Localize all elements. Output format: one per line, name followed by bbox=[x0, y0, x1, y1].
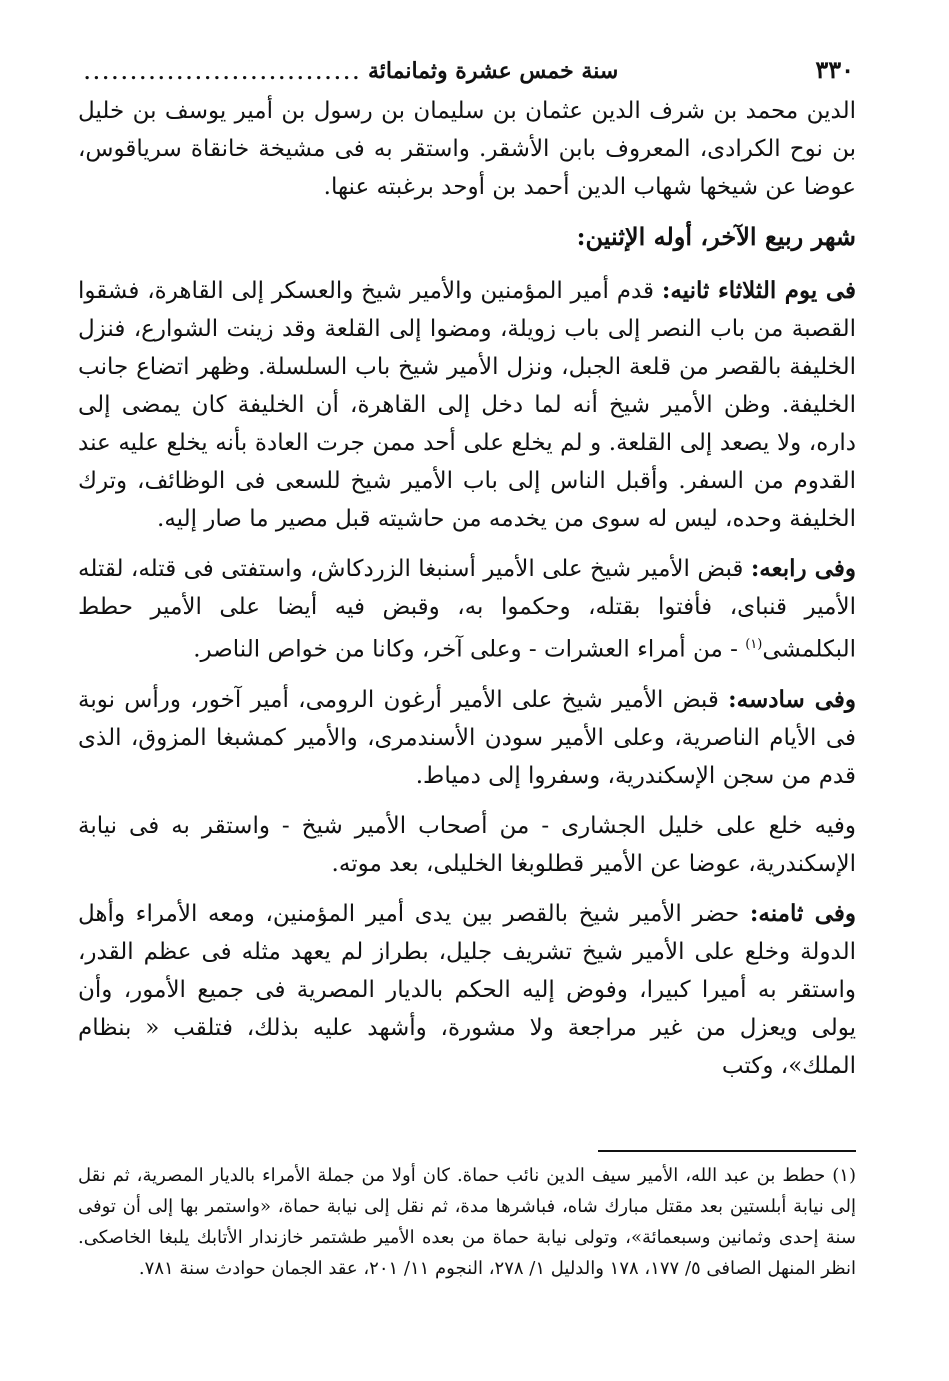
running-title: سنة خمس عشرة وثمانمائة bbox=[368, 58, 619, 84]
footnote-divider bbox=[598, 1150, 856, 1152]
footnote-marker: (١) bbox=[745, 637, 763, 652]
paragraph-2 bbox=[78, 272, 856, 538]
paragraph-6-text: حضر الأمير شيخ بالقصر بين يدى أمير المؤمنين، ومعه الأمراء وأهل الدولة وخلع على الأمير شيخ تشريف جليل، بطراز لم يعهد مثله فى عظم القدر، واستقر به أميرا كبيرا، وفوض إليه الحكم بالديار المصرية فى جميع الأمور، وأن يولى ويعزل من غير مراجعة ولا مشورة، وأشهد عليه بذلك، فتلقب « بنظام الملك»، وكتب bbox=[78, 900, 856, 1079]
paragraph-3-lead: وفى رابعه: bbox=[750, 555, 856, 582]
paragraph-4-lead: وفى سادسه: bbox=[728, 685, 856, 713]
paragraph-3 bbox=[78, 550, 856, 669]
footnote: (١) حطط بن عبد الله، الأمير سيف الدين نائب حماة. كان أولا من جملة الأمراء بالديار المصرية، ثم نقل إلى نيابة أبلستين بعد مقتل مبارك شاه، فباشرها مدة، ثم نقل إلى نيابة حماة، «واستمر بها إلى أن توفى سنة إحدى وثمانين وسبعمائة»، وتولى نيابة حماة من بعده الأمير طشتمر خازندار الأتابك يلبغا الخاصكى. انظر المنهل الصافى ٥/ ١٧٧، ١٧٨ والدليل ١/ ٢٧٨، النجوم ١١/ ٢٠١، عقد الجمان حوادث سنة ٧٨١. bbox=[78, 1165, 856, 1279]
paragraph-4 bbox=[78, 681, 856, 795]
month-heading: شهر ربيع الآخر، أوله الإثنين: bbox=[576, 222, 856, 251]
paragraph-2-text: قدم أمير المؤمنين والأمير شيخ والعسكر إلى القاهرة، فشقوا القصبة من باب النصر إلى باب زويلة، ومضوا إلى القلعة وقد زينت الشوارع، فنزل الخليفة بالقصر من قلعة الجبل، ونزل الأمير شيخ باب السلسلة. وظهر اتضاع جانب الخليفة. وظن الأمير شيخ أنه لما دخل إلى القاهرة، أن الخليفة كان يمضى إلى داره، ولا يصعد إلى القلعة. و لم يخلع على أحد ممن جرت العادة بأنه يخلع عليه عند القدوم من السفر. وأقبل الناس إلى باب الأمير شيخ للسعى فى الوظائف، وترك الخليفة وحده، ليس له سوى من يخدمه من حاشيته قبل مصير ما صار إليه. bbox=[78, 278, 856, 532]
paragraph-3-text-b: - من أمراء العشرات - وعلى آخر، وكانا من خواص الناصر. bbox=[193, 636, 746, 663]
paragraph-4-text: قبض الأمير شيخ على الأمير أرغون الرومى، أمير آخور، ورأس نوبة فى الأيام الناصرية، وعلى الأمير سودن الأسندمرى، والأمير كمشبغا المزوق، الذى قدم من سجن الإسكندرية، وسفروا إلى دمياط. bbox=[78, 686, 856, 789]
paragraph-2-lead: فى يوم الثلاثاء ثانيه: bbox=[661, 277, 856, 304]
paragraph-1: الدين محمد بن شرف الدين عثمان بن سليمان بن رسول بن أمير يوسف بن خليل بن نوح الكرادى، المعروف بابن الأشقر. واستقر به فى مشيخة خانقاة سرياقوس، عوضا عن شيخها شهاب الدين أحمد بن أوحد برغبته عنها. bbox=[78, 98, 856, 200]
paragraph-6-lead: وفى ثامنه: bbox=[749, 899, 856, 927]
page-header bbox=[84, 44, 854, 84]
main-text bbox=[78, 92, 856, 1097]
paragraph-6 bbox=[78, 895, 856, 1085]
page-number: ٣٣٠ bbox=[815, 55, 854, 84]
running-title-group bbox=[84, 58, 618, 84]
paragraph-3-text-a: قبض الأمير شيخ على الأمير أسنبغا الزردكاش، واستفتى فى قتله، لقتله الأمير قنباى، فأفتوا بقتله، وحكموا به، وقبض فيه أيضا على الأمير حطط البكلمشى bbox=[78, 556, 856, 663]
leader-dots: .............................. bbox=[84, 63, 362, 84]
paragraph-5: وفيه خلع على خليل الجشارى - من أصحاب الأمير شيخ - واستقر به فى نيابة الإسكندرية، عوضا عن الأمير قطلوبغا الخليلى، بعد موته. bbox=[78, 812, 856, 877]
